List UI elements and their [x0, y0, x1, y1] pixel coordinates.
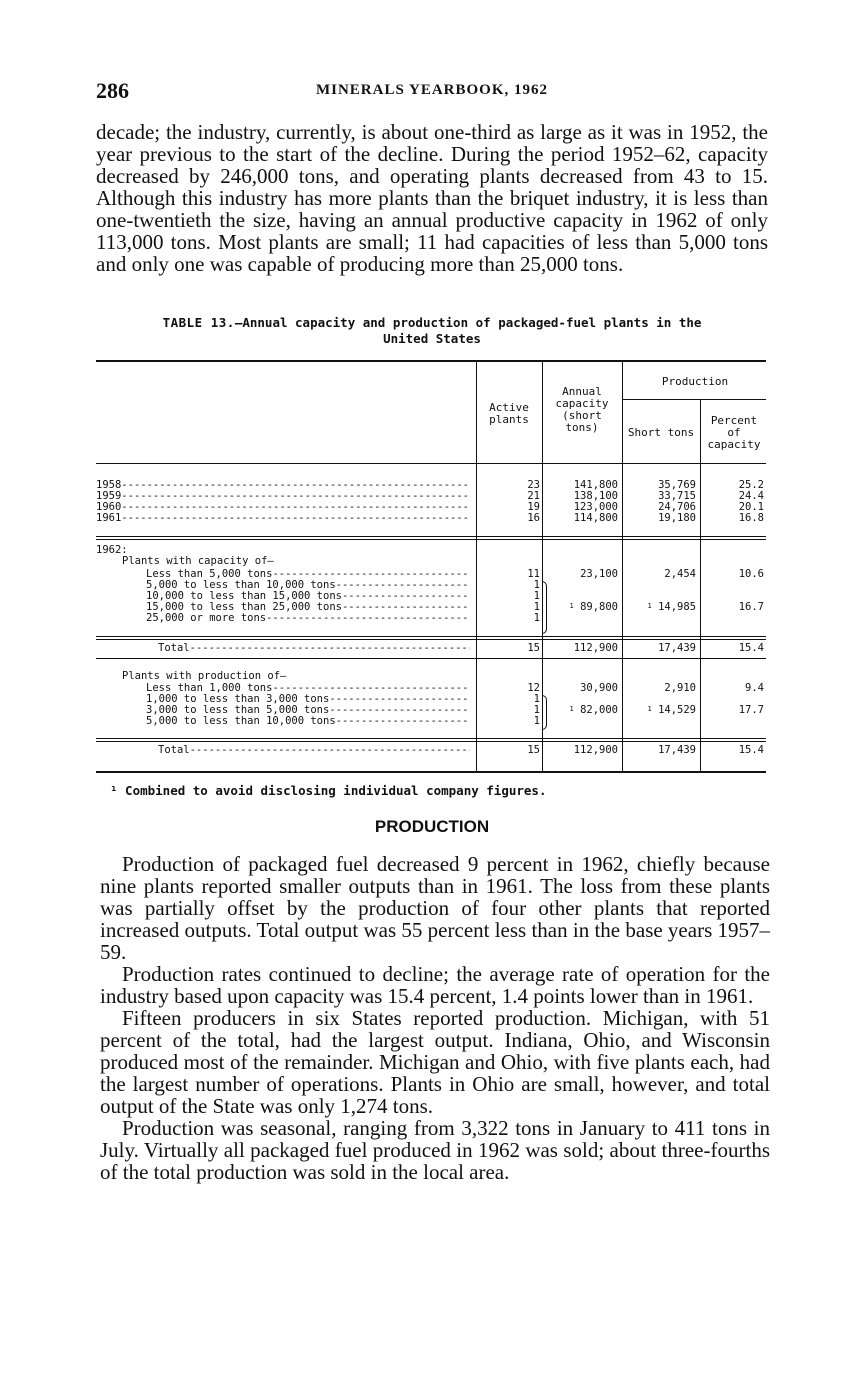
combined-short-tons-value: 14,529 [658, 704, 696, 716]
cell-active: 11 [527, 568, 540, 580]
intro-paragraph: decade; the industry, currently, is about one-third as large as it was in 1952, the year previous to the start of the decline. During the period 1952–62, capacity decreased by 246,000 tons, and operating plants decreased from 43 to 15. Although this industry has more plants than the briquet industry, it is less than one-twentieth the size, having an annual productive capacity in 1962 of only 113,000 tons. Most plants are small; 11 had capacities of less than 5,000 tons and only one was capable of producing more than 25,000 tons. [96, 120, 768, 276]
row-label: 25,000 or more tons ----- [96, 613, 470, 624]
capacity-production-table [96, 360, 766, 772]
years-rule-2 [96, 539, 766, 540]
production-paragraph: Production was seasonal, ranging from 3,322 tons in January to 411 tons in July. Virtually all packaged fuel produced in 1962 was sold; about three-fourths of the total production was sold in the local area. [100, 1116, 770, 1184]
row-label: 15,000 to less than 25,000 tons ----- [96, 602, 470, 613]
production-paragraph: Fifteen producers in six States reported production. Michigan, with 51 percent of the total, had the largest output. Indiana, Ohio, and Wisconsin produced most of the remainder. Michigan and Ohio, with five plants each, had the largest number of operations. Plants in Ohio are small, however, and total output of the State was only 1,274 tons. [100, 1006, 770, 1118]
cell-active: 15 [527, 744, 540, 756]
cell-capacity: 112,900 [573, 744, 618, 756]
capacity-group-title: Plants with capacity of— [122, 555, 274, 567]
row-label: 1958 ----- [96, 480, 470, 491]
cell-capacity: 138,100 [573, 490, 618, 502]
table-row [96, 613, 766, 624]
table-row [96, 716, 766, 727]
cell-active: 12 [527, 682, 540, 694]
years-rule-1 [96, 536, 766, 537]
header-production: Production [661, 375, 729, 388]
cell-combined-percent: 17.7 [738, 704, 764, 716]
cell-short-tons: 2,910 [664, 682, 696, 694]
cell-active: 16 [527, 512, 540, 524]
production-section [100, 853, 770, 1183]
production-paragraph: Production of packaged fuel decreased 9 percent in 1962, chiefly because nine plants reported smaller outputs than in 1961. The loss from these plants was partially offset by the production of four other plants that reported increased outputs. Total output was 55 percent less than in the base years 1957–59. [100, 852, 770, 964]
production-group-title: Plants with production of— [122, 670, 287, 682]
cell-capacity: 112,900 [573, 642, 618, 654]
table-row-total [96, 643, 766, 654]
row-label: Less than 1,000 tons ----- [96, 683, 470, 694]
combined-short-tons-value: 14,985 [658, 601, 696, 613]
cell-combined-short-tons [648, 602, 696, 613]
cell-short-tons: 17,439 [658, 744, 696, 756]
footnote-mark: 1 [647, 602, 652, 610]
row-label: 1959 ----- [96, 491, 470, 502]
header-bottom-rule [96, 463, 766, 464]
row-label: Less than 5,000 tons ----- [96, 569, 470, 580]
cell-active: 1 [533, 704, 540, 716]
header-percent-of-capacity: Percent of capacity [707, 414, 761, 451]
footnote-mark: 1 [569, 602, 574, 610]
capacity-group-end-rule [96, 658, 766, 659]
cell-active: 1 [533, 693, 540, 705]
row-label: Total ----- [96, 745, 470, 756]
cell-percent: 15.4 [738, 744, 764, 756]
cell-capacity: 23,100 [580, 568, 618, 580]
cell-capacity: 141,800 [573, 479, 618, 491]
table-row-total [96, 745, 766, 756]
combined-rows-brace [542, 581, 547, 634]
running-title: MINERALS YEARBOOK, 1962 [315, 82, 549, 98]
production-total-rule-1 [96, 738, 766, 739]
capacity-total-rule-2 [96, 639, 766, 640]
combined-capacity-value: 82,000 [580, 704, 618, 716]
combined-capacity-value: 89,800 [580, 601, 618, 613]
capacity-total-rule-1 [96, 636, 766, 637]
cell-capacity: 114,800 [573, 512, 618, 524]
cell-combined-short-tons [648, 705, 696, 716]
table-row [96, 602, 766, 613]
cell-active: 15 [527, 642, 540, 654]
table-caption-title-line2: United States [383, 331, 481, 346]
cell-active: 1 [533, 579, 540, 591]
row-label: 1960 ----- [96, 502, 470, 513]
page-number: 286 [96, 78, 129, 103]
page-header [96, 78, 768, 104]
table-row [96, 569, 766, 580]
cell-short-tons: 2,454 [664, 568, 696, 580]
cell-active: 21 [527, 490, 540, 502]
table-row [96, 580, 766, 591]
cell-combined-capacity [570, 602, 618, 613]
cell-capacity: 123,000 [573, 501, 618, 513]
table-caption [96, 315, 768, 347]
cell-percent: 15.4 [738, 642, 764, 654]
table-caption-title: —Annual capacity and production of packaged-fuel plants in the [234, 315, 702, 330]
cell-active: 1 [533, 590, 540, 602]
cell-percent: 25.2 [738, 479, 764, 491]
row-label: 1,000 to less than 3,000 tons ----- [96, 694, 470, 705]
table-row [96, 683, 766, 694]
cell-active: 1 [533, 715, 540, 727]
cell-percent: 9.4 [745, 682, 764, 694]
header-active-plants: Active plants [489, 401, 529, 426]
cell-combined-percent: 16.7 [738, 601, 764, 613]
table-bottom-rule [96, 771, 766, 773]
footnote-mark: 1 [647, 705, 652, 713]
cell-percent: 10.6 [738, 568, 764, 580]
cell-active: 1 [533, 601, 540, 613]
group-year-label: 1962: [96, 544, 128, 556]
cell-short-tons: 24,706 [658, 501, 696, 513]
table-caption-label: TABLE 13. [162, 315, 235, 330]
row-label: 5,000 to less than 10,000 tons ----- [96, 716, 470, 727]
cell-short-tons: 19,180 [658, 512, 696, 524]
table-row [96, 513, 766, 524]
header-short-tons: Short tons [627, 426, 695, 439]
cell-capacity: 30,900 [580, 682, 618, 694]
cell-active: 1 [533, 612, 540, 624]
combined-rows-brace [542, 695, 547, 730]
header-annual-capacity: Annual capacity (short tons) [555, 385, 609, 434]
footnote-mark: 1 [569, 705, 574, 713]
row-label: 10,000 to less than 15,000 tons ----- [96, 591, 470, 602]
cell-short-tons: 35,769 [658, 479, 696, 491]
row-label: Total ----- [96, 643, 470, 654]
section-heading: PRODUCTION [374, 817, 490, 836]
cell-percent: 16.8 [738, 512, 764, 524]
cell-combined-capacity [570, 705, 618, 716]
cell-short-tons: 33,715 [658, 490, 696, 502]
production-total-rule-2 [96, 741, 766, 742]
production-header-rule [622, 399, 766, 400]
production-paragraph: Production rates continued to decline; the average rate of operation for the industry based upon capacity was 15.4 percent, 1.4 points lower than in 1961. [100, 962, 770, 1008]
cell-active: 23 [527, 479, 540, 491]
table-top-rule [96, 360, 766, 362]
cell-percent: 20.1 [738, 501, 764, 513]
cell-active: 19 [527, 501, 540, 513]
row-label: 1961 ----- [96, 513, 470, 524]
table-row [96, 705, 766, 716]
row-label: 5,000 to less than 10,000 tons ----- [96, 580, 470, 591]
row-label: 3,000 to less than 5,000 tons ----- [96, 705, 470, 716]
cell-short-tons: 17,439 [658, 642, 696, 654]
table-footnote: ¹ Combined to avoid disclosing individual company figures. [110, 783, 547, 798]
cell-percent: 24.4 [738, 490, 764, 502]
